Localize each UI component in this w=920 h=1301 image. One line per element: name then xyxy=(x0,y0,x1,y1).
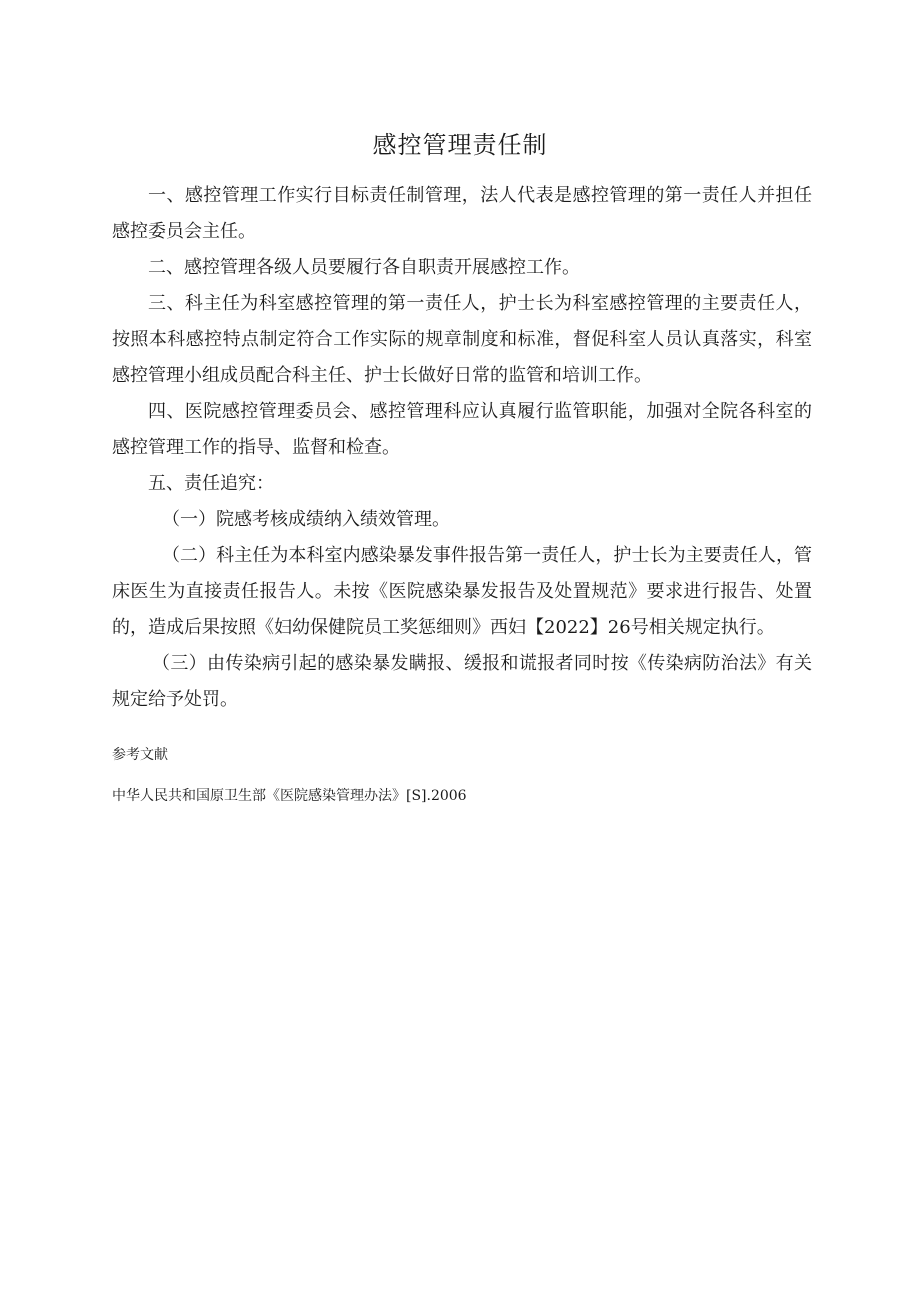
paragraph-3: 三、科主任为科室感控管理的第一责任人，护士长为科室感控管理的主要责任人，按照本科感控特点制定符合工作实际的规章制度和标准，督促科室人员认真落实，科室感控管理小组成员配合科主任、护士长做好日常的监管和培训工作。 xyxy=(112,293,812,386)
paragraph-1: 一、感控管理工作实行目标责任制管理，法人代表是感控管理的第一责任人并担任感控委员会主任。 xyxy=(112,185,812,242)
references-section xyxy=(112,745,812,806)
sub-paragraph-1: （一）院感考核成绩纳入绩效管理。 xyxy=(162,509,450,530)
reference-item: 中华人民共和国原卫生部《医院感染管理办法》[S].2006 xyxy=(112,788,467,804)
sub-paragraph-3: （三）由传染病引起的感染暴发瞒报、缓报和谎报者同时按《传染病防治法》有关规定给予处罚。 xyxy=(112,653,812,710)
document-title: 感控管理责任制 xyxy=(372,131,548,159)
paragraph-4: 四、医院感控管理委员会、感控管理科应认真履行监管职能，加强对全院各科室的感控管理工作的指导、监督和检查。 xyxy=(112,401,812,458)
sub-paragraph-2: （二）科主任为本科室内感染暴发事件报告第一责任人，护士长为主要责任人，管床医生为直接责任报告人。未按《医院感染暴发报告及处置规范》要求进行报告、处置的，造成后果按照《妇幼保健院员工奖惩细则》西妇【2022】26号相关规定执行。 xyxy=(112,545,812,638)
references-heading: 参考文献 xyxy=(112,747,168,763)
document-body xyxy=(112,178,812,718)
paragraph-5: 五、责任追究： xyxy=(148,473,274,494)
paragraph-2: 二、感控管理各级人员要履行各自职责开展感控工作。 xyxy=(148,257,580,278)
